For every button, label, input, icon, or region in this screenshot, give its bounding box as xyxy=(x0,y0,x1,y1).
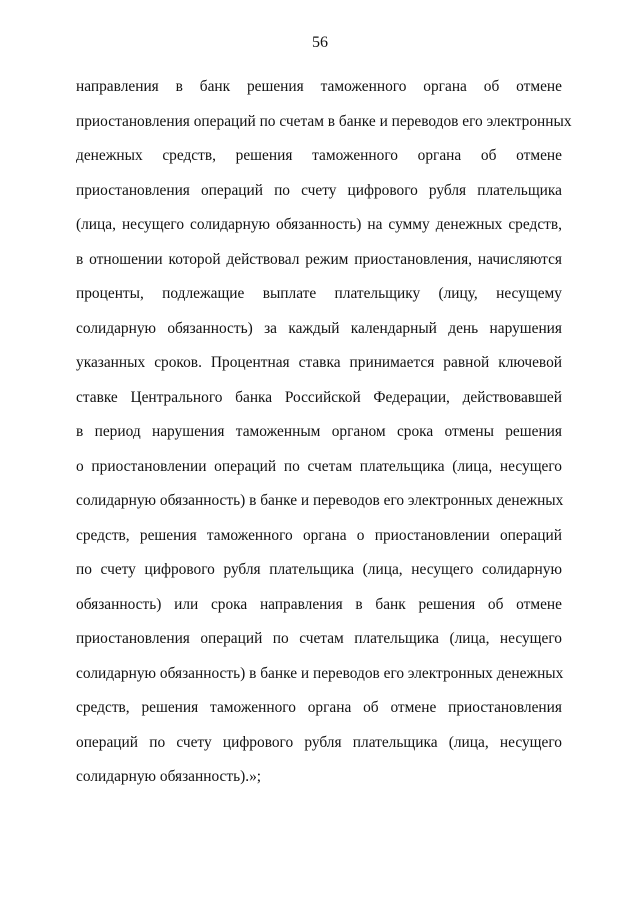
text-line: приостановления операций по счетам плательщика (лица, несущего xyxy=(76,630,562,647)
text-line: операций по счету цифрового рубля плательщика (лица, несущего xyxy=(76,733,562,751)
text-line: направления в банк решения таможенного органа об отмене xyxy=(76,78,562,95)
text-line: обязанность) или срока направления в банк решения об отмене xyxy=(76,595,562,613)
text-line: по счету цифрового рубля плательщика (лица, несущего солидарную xyxy=(76,561,562,578)
text-line: проценты, подлежащие выплате плательщику (лицу, несущему xyxy=(76,285,562,302)
text-line: солидарную обязанность) за каждый календарный день нарушения xyxy=(76,319,562,337)
text-line: солидарную обязанность) в банке и переводов его электронных денежных xyxy=(76,664,564,682)
text-line: о приостановлении операций по счетам плательщика (лица, несущего xyxy=(76,457,562,475)
text-line: указанных сроков. Процентная ставка принимается равной ключевой xyxy=(76,354,562,371)
text-line: в отношении которой действовал режим приостановления, начисляются xyxy=(76,250,562,268)
text-line: средств, решения таможенного органа об отмене приостановления xyxy=(76,699,562,716)
text-line: приостановления операций по счету цифрового рубля плательщика xyxy=(76,181,562,199)
page-number: 56 xyxy=(312,34,328,51)
text-line: ставке Центрального банка Российской Федерации, действовавшей xyxy=(76,388,562,406)
text-line: в период нарушения таможенным органом срока отмены решения xyxy=(76,423,562,440)
text-line: (лица, несущего солидарную обязанность) на сумму денежных средств, xyxy=(76,216,562,233)
body-text xyxy=(76,73,572,798)
text-line: солидарную обязанность).»; xyxy=(76,768,262,785)
text-line: солидарную обязанность) в банке и переводов его электронных денежных xyxy=(76,492,564,509)
text-line: денежных средств, решения таможенного органа об отмене xyxy=(76,147,562,164)
text-line: средств, решения таможенного органа о приостановлении операций xyxy=(76,526,562,544)
text-line: приостановления операций по счетам в банке и переводов его электронных xyxy=(76,112,572,130)
